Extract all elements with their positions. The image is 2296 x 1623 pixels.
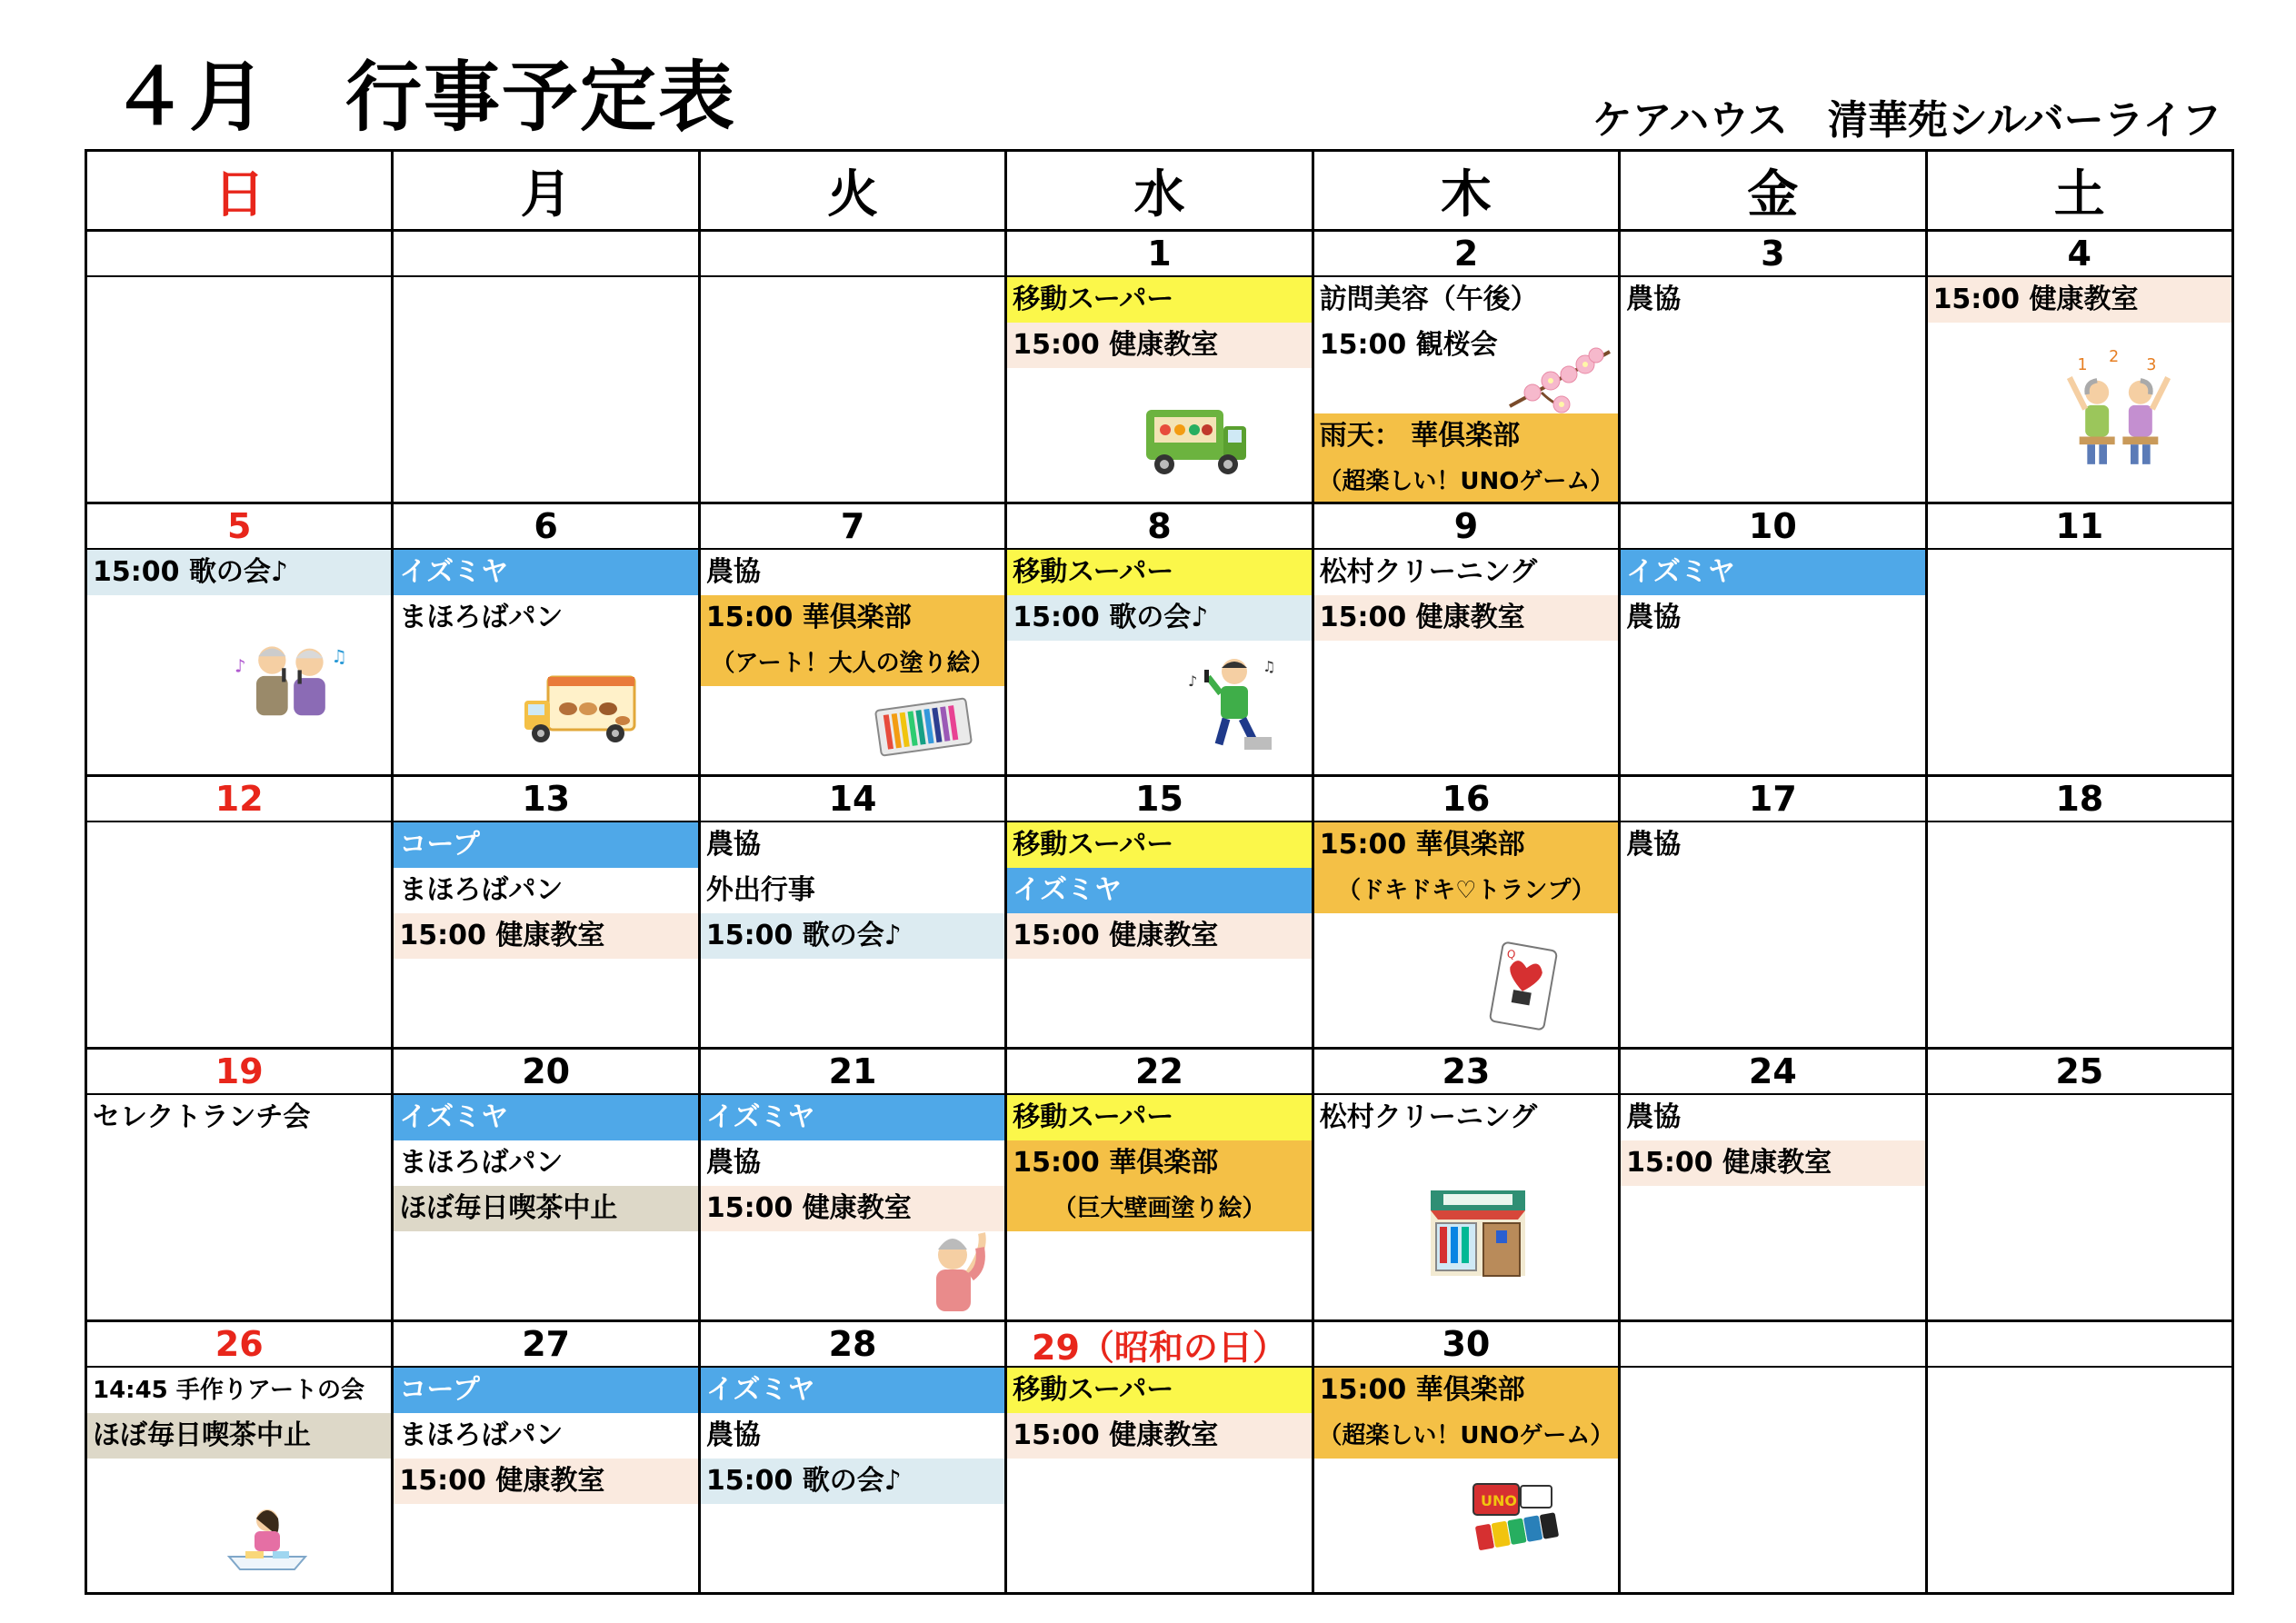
event-item: まほろばパン bbox=[399, 1419, 564, 1451]
day-cell bbox=[1314, 822, 1621, 1050]
day-cell bbox=[87, 822, 394, 1050]
event-item: 15:00 観桜会 bbox=[1319, 329, 1498, 361]
day-cell bbox=[1314, 550, 1621, 777]
event-item: コープ bbox=[394, 1368, 697, 1413]
colored-pencils-icon bbox=[869, 686, 978, 759]
event-item: 15:00 華倶楽部 bbox=[701, 595, 1004, 641]
uno-cards-icon bbox=[1464, 1477, 1573, 1558]
date-number: 24 bbox=[1621, 1050, 1927, 1095]
event-item: 15:00 健康教室 bbox=[1007, 323, 1311, 368]
day-cell bbox=[394, 1095, 700, 1322]
event-item: 15:00 健康教室 bbox=[1621, 1140, 1924, 1186]
event-item: まほろばパン bbox=[399, 874, 564, 906]
date-number: 18 bbox=[1928, 777, 2234, 822]
singing-seniors-icon bbox=[233, 632, 351, 722]
event-item: ほぼ毎日喫茶中止 bbox=[87, 1413, 391, 1459]
bread-truck-icon bbox=[521, 668, 639, 750]
weekday-header: 月 bbox=[394, 152, 700, 232]
date-number: 5 bbox=[87, 504, 394, 550]
cherry-blossom-icon bbox=[1505, 343, 1614, 415]
event-item: 15:00 健康教室 bbox=[394, 1459, 697, 1504]
date-number: 8 bbox=[1007, 504, 1313, 550]
event-item: 15:00 健康教室 bbox=[1928, 277, 2231, 323]
event-item: イズミヤ bbox=[701, 1095, 1004, 1140]
calendar-grid bbox=[85, 149, 2234, 1595]
weekday-header: 木 bbox=[1314, 152, 1621, 232]
date-number: 1 bbox=[1007, 232, 1313, 277]
day-cell bbox=[1928, 277, 2234, 504]
day-cell bbox=[701, 822, 1007, 1050]
stretching-woman-icon bbox=[914, 1222, 996, 1313]
event-item: 15:00 華倶楽部 bbox=[1007, 1140, 1311, 1186]
date-number: 30 bbox=[1314, 1322, 1621, 1368]
date-number: 20 bbox=[394, 1050, 700, 1095]
date-number bbox=[701, 232, 1007, 277]
day-cell bbox=[394, 1368, 700, 1595]
event-item: （ドキドキ♡トランプ） bbox=[1314, 868, 1618, 913]
date-number: 29（昭和の日） bbox=[1007, 1322, 1313, 1368]
event-item: 15:00 華倶楽部 bbox=[1314, 1368, 1618, 1413]
day-cell bbox=[701, 1368, 1007, 1595]
event-item: イズミヤ bbox=[394, 1095, 697, 1140]
event-item: イズミヤ bbox=[701, 1368, 1004, 1413]
weekday-header: 水 bbox=[1007, 152, 1313, 232]
day-cell bbox=[701, 277, 1007, 504]
event-item: 農協 bbox=[1626, 829, 1682, 861]
exercise-seniors-icon bbox=[2060, 348, 2178, 466]
day-cell bbox=[87, 1095, 394, 1322]
date-number: 13 bbox=[394, 777, 700, 822]
event-item: 農協 bbox=[1626, 1101, 1682, 1133]
event-item: まほろばパン bbox=[399, 602, 564, 633]
event-item: コープ bbox=[394, 822, 697, 868]
date-number bbox=[1928, 1322, 2234, 1368]
day-cell bbox=[394, 822, 700, 1050]
event-item: 移動スーパー bbox=[1007, 822, 1311, 868]
date-number bbox=[87, 232, 394, 277]
day-cell bbox=[1928, 1368, 2234, 1595]
date-number: 11 bbox=[1928, 504, 2234, 550]
day-cell bbox=[1314, 277, 1621, 504]
weekday-header: 金 bbox=[1621, 152, 1927, 232]
event-item: 15:00 歌の会♪ bbox=[1007, 595, 1311, 641]
date-number: 10 bbox=[1621, 504, 1927, 550]
event-item: 移動スーパー bbox=[1007, 277, 1311, 323]
day-cell bbox=[1621, 822, 1927, 1050]
event-item: イズミヤ bbox=[394, 550, 697, 595]
event-item: （アート！大人の塗り絵） bbox=[701, 641, 1004, 686]
date-number: 25 bbox=[1928, 1050, 2234, 1095]
day-cell bbox=[1621, 277, 1927, 504]
date-number: 22 bbox=[1007, 1050, 1313, 1095]
day-cell bbox=[87, 550, 394, 777]
date-number: 16 bbox=[1314, 777, 1621, 822]
date-number: 19 bbox=[87, 1050, 394, 1095]
date-number: 15 bbox=[1007, 777, 1313, 822]
day-cell bbox=[1621, 1095, 1927, 1322]
playing-card-icon bbox=[1487, 941, 1560, 1031]
date-number: 6 bbox=[394, 504, 700, 550]
day-cell bbox=[1621, 1368, 1927, 1595]
crafting-woman-icon bbox=[222, 1504, 313, 1577]
date-number: 12 bbox=[87, 777, 394, 822]
day-cell bbox=[1314, 1368, 1621, 1595]
day-cell bbox=[701, 1095, 1007, 1322]
date-number bbox=[394, 232, 700, 277]
weekday-header: 土 bbox=[1928, 152, 2234, 232]
event-item: 松村クリーニング bbox=[1319, 1101, 1538, 1133]
date-number bbox=[1621, 1322, 1927, 1368]
event-item: （超楽しい！UNOゲーム） bbox=[1314, 1413, 1618, 1459]
event-item: 移動スーパー bbox=[1007, 1368, 1311, 1413]
event-item: 15:00 健康教室 bbox=[1314, 595, 1618, 641]
date-number: 7 bbox=[701, 504, 1007, 550]
karaoke-man-icon bbox=[1184, 650, 1284, 759]
event-item: 雨天： 華倶楽部 bbox=[1314, 413, 1618, 459]
event-item: 農協 bbox=[705, 1147, 761, 1179]
day-cell bbox=[394, 550, 700, 777]
date-number: 23 bbox=[1314, 1050, 1621, 1095]
day-cell bbox=[1007, 822, 1313, 1050]
date-number: 28 bbox=[701, 1322, 1007, 1368]
day-cell bbox=[1621, 550, 1927, 777]
event-item: イズミヤ bbox=[1621, 550, 1924, 595]
date-number: 21 bbox=[701, 1050, 1007, 1095]
day-cell bbox=[1007, 1368, 1313, 1595]
event-item: 15:00 歌の会♪ bbox=[701, 1459, 1004, 1504]
event-item: 農協 bbox=[1626, 284, 1682, 315]
event-item: セレクトランチ会 bbox=[93, 1101, 311, 1133]
day-cell bbox=[1928, 550, 2234, 777]
day-cell bbox=[1928, 1095, 2234, 1322]
event-item: 農協 bbox=[705, 829, 761, 861]
day-cell bbox=[701, 550, 1007, 777]
day-cell bbox=[1928, 822, 2234, 1050]
date-number: 3 bbox=[1621, 232, 1927, 277]
event-item: 農協 bbox=[705, 556, 761, 588]
date-number: 4 bbox=[1928, 232, 2234, 277]
event-item: 15:00 健康教室 bbox=[1007, 913, 1311, 959]
event-item: 農協 bbox=[705, 1419, 761, 1451]
event-item: 15:00 歌の会♪ bbox=[701, 913, 1004, 959]
event-item: 15:00 歌の会♪ bbox=[87, 550, 391, 595]
day-cell bbox=[87, 1368, 394, 1595]
date-number: 2 bbox=[1314, 232, 1621, 277]
food-truck-icon bbox=[1142, 401, 1251, 483]
event-item: 14:45 手作りアートの会 bbox=[93, 1377, 365, 1404]
event-item: 松村クリーニング bbox=[1319, 556, 1538, 588]
event-item: 外出行事 bbox=[705, 874, 815, 906]
date-number: 14 bbox=[701, 777, 1007, 822]
event-item: 15:00 健康教室 bbox=[394, 913, 697, 959]
event-item: 15:00 健康教室 bbox=[1007, 1413, 1311, 1459]
event-item: （巨大壁画塗り絵） bbox=[1007, 1186, 1311, 1231]
event-item: まほろばパン bbox=[399, 1147, 564, 1179]
weekday-header: 火 bbox=[701, 152, 1007, 232]
day-cell bbox=[1007, 277, 1313, 504]
event-item: 移動スーパー bbox=[1007, 1095, 1311, 1140]
day-cell bbox=[87, 277, 394, 504]
page-title: ４月 行事予定表 bbox=[111, 53, 737, 142]
date-number: 27 bbox=[394, 1322, 700, 1368]
day-cell bbox=[1007, 550, 1313, 777]
cleaning-shop-icon bbox=[1423, 1181, 1532, 1281]
date-number: 26 bbox=[87, 1322, 394, 1368]
event-item: 移動スーパー bbox=[1007, 550, 1311, 595]
organization-name: ケアハウス 清華苑シルバーライフ bbox=[1592, 97, 2221, 144]
event-item: 15:00 健康教室 bbox=[701, 1186, 1004, 1231]
weekday-header: 日 bbox=[87, 152, 394, 232]
day-cell bbox=[1007, 1095, 1313, 1322]
event-item: （超楽しい！UNOゲーム） bbox=[1314, 459, 1618, 504]
event-item: 15:00 華倶楽部 bbox=[1314, 822, 1618, 868]
event-item: ほぼ毎日喫茶中止 bbox=[394, 1186, 697, 1231]
event-item: 農協 bbox=[1626, 602, 1682, 633]
event-item: 訪問美容（午後） bbox=[1319, 284, 1538, 315]
event-item: イズミヤ bbox=[1007, 868, 1311, 913]
date-number: 9 bbox=[1314, 504, 1621, 550]
date-number: 17 bbox=[1621, 777, 1927, 822]
day-cell bbox=[394, 277, 700, 504]
day-cell bbox=[1314, 1095, 1621, 1322]
